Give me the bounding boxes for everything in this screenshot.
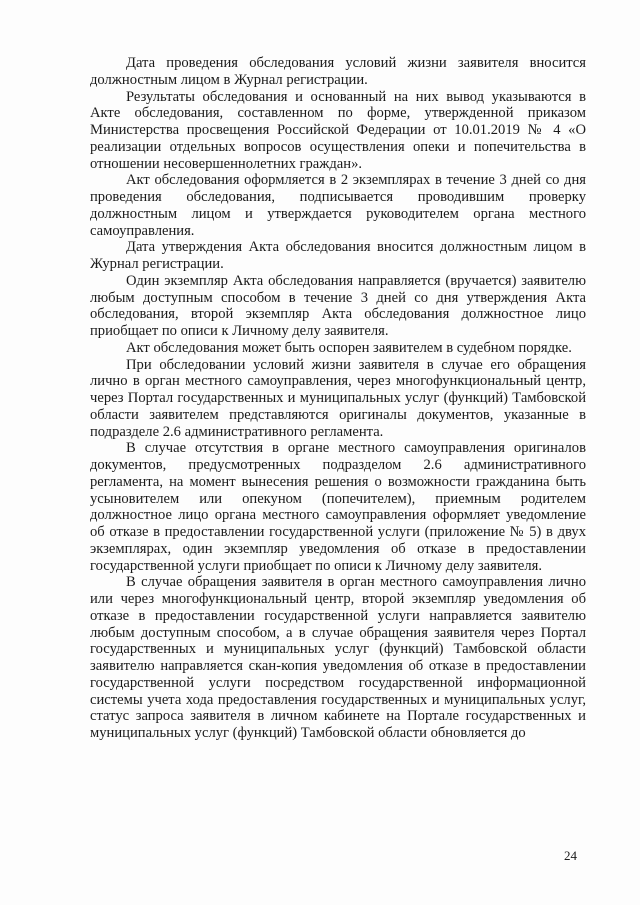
body-text xyxy=(90,55,586,742)
paragraph: В случае обращения заявителя в орган местного самоуправления лично или через многофункциональный центр, второй экземпляр уведомления об отказе в предоставлении государственной услуги направляется заявителю любым доступным способом, а в случае обращения заявителя через Портал государственных и муниципальных услуг (функций) Тамбовской области заявителю направляется скан-копия уведомления об отказе в предоставлении государственной услуги посредством государственной информационной системы учета хода предоставления государственных и муниципальных услуг, статус запроса заявителя в личном кабинете на Портале государственных и муниципальных услуг (функций) Тамбовской области обновляется до xyxy=(90,574,586,741)
paragraph: Один экземпляр Акта обследования направляется (вручается) заявителю любым доступным способом в течение 3 дней со дня утверждения Акта обследования, второй экземпляр Акта обследования должностное лицо приобщает по описи к Личному делу заявителя. xyxy=(90,272,586,339)
paragraph: При обследовании условий жизни заявителя в случае его обращения лично в орган местного самоуправления, через многофункциональный центр, через Портал государственных и муниципальных услуг (функций) Тамбовской области заявителем представляются оригиналы документов, указанные в подразделе 2.6 административного регламента. xyxy=(90,356,586,440)
page-number: 24 xyxy=(564,848,577,863)
paragraph: В случае отсутствия в органе местного самоуправления оригиналов документов, предусмотренных подразделом 2.6 административного регламента, на момент вынесения решения о возможности гражданина быть усыновителем или опекуном (попечителем), приемным родителем должностное лицо органа местного самоуправления оформляет уведомление об отказе в предоставлении государственной услуги (приложение № 5) в двух экземплярах, один экземпляр уведомления об отказе в предоставлении государственной услуги приобщает по описи к Личному делу заявителя. xyxy=(90,440,586,574)
paragraph: Дата утверждения Акта обследования вносится должностным лицом в Журнал регистрации. xyxy=(90,239,586,272)
paragraph: Акт обследования может быть оспорен заявителем в судебном порядке. xyxy=(126,339,572,356)
paragraph: Результаты обследования и основанный на них вывод указываются в Акте обследования, составленном по форме, утвержденной приказом Министерства просвещения Российской Федерации от 10.01.2019 № 4 «О реализации отдельных вопросов осуществления опеки и попечительства в отношении несовершеннолетних граждан». xyxy=(90,88,586,172)
paragraph: Акт обследования оформляется в 2 экземплярах в течение 3 дней со дня проведения обследования, подписывается проводившим проверку должностным лицом и утверждается руководителем органа местного самоуправления. xyxy=(90,172,586,239)
paragraph: Дата проведения обследования условий жизни заявителя вносится должностным лицом в Журнал регистрации. xyxy=(90,55,586,88)
